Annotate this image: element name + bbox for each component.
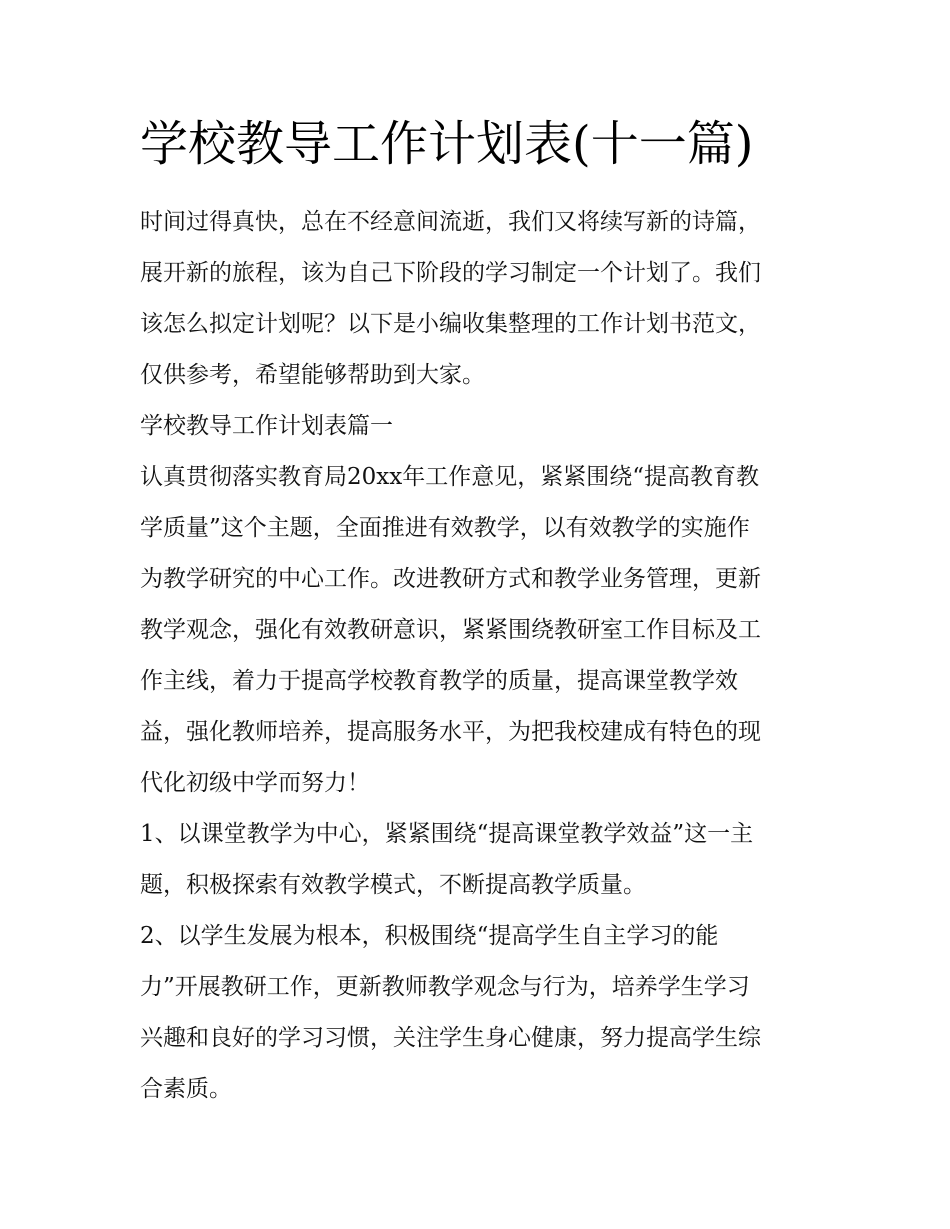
list-item-1-line-2: 题，积极探索有效教学模式，不断提高教学质量。 — [140, 872, 646, 898]
paragraph-line-11: 益，强化教师培养，提高服务水平，为把我校建成有特色的现 — [140, 719, 761, 745]
list-item-2-line-4: 合素质。 — [140, 1076, 232, 1102]
section-heading: 学校教导工作计划表篇一 — [140, 413, 393, 439]
list-item-1-line-1: 1、以课堂教学为中心，紧紧围绕“提高课堂教学效益”这一主 — [140, 821, 754, 847]
document-title: 学校教导工作计划表(十一篇) — [140, 116, 754, 172]
paragraph-line-10: 作主线，着力于提高学校教育教学的质量，提高课堂教学效 — [140, 668, 738, 694]
list-item-2-line-1: 2、以学生发展为根本，积极围绕“提高学生自主学习的能 — [140, 923, 719, 949]
paragraph-line-4: 仅供参考，希望能够帮助到大家。 — [140, 362, 485, 388]
paragraph-line-3: 该怎么拟定计划呢？以下是小编收集整理的工作计划书范文， — [140, 311, 761, 337]
list-item-2-line-2: 力”开展教研工作，更新教师教学观念与行为，培养学生学习 — [140, 974, 750, 1000]
paragraph-line-9: 教学观念，强化有效教研意识，紧紧围绕教研室工作目标及工 — [140, 617, 761, 643]
paragraph-line-12: 代化初级中学而努力！ — [140, 770, 370, 796]
paragraph-line-2: 展开新的旅程，该为自己下阶段的学习制定一个计划了。我们 — [140, 260, 761, 286]
paragraph-line-8: 为教学研究的中心工作。改进教研方式和教学业务管理，更新 — [140, 566, 761, 592]
paragraph-line-1: 时间过得真快，总在不经意间流逝，我们又将续写新的诗篇， — [140, 209, 761, 235]
paragraph-line-7: 学质量”这个主题，全面推进有效教学，以有效教学的实施作 — [140, 515, 750, 541]
list-item-2-line-3: 兴趣和良好的学习习惯，关注学生身心健康，努力提高学生综 — [140, 1025, 761, 1051]
paragraph-line-6: 认真贯彻落实教育局20xx年工作意见，紧紧围绕“提高教育教 — [140, 464, 759, 490]
